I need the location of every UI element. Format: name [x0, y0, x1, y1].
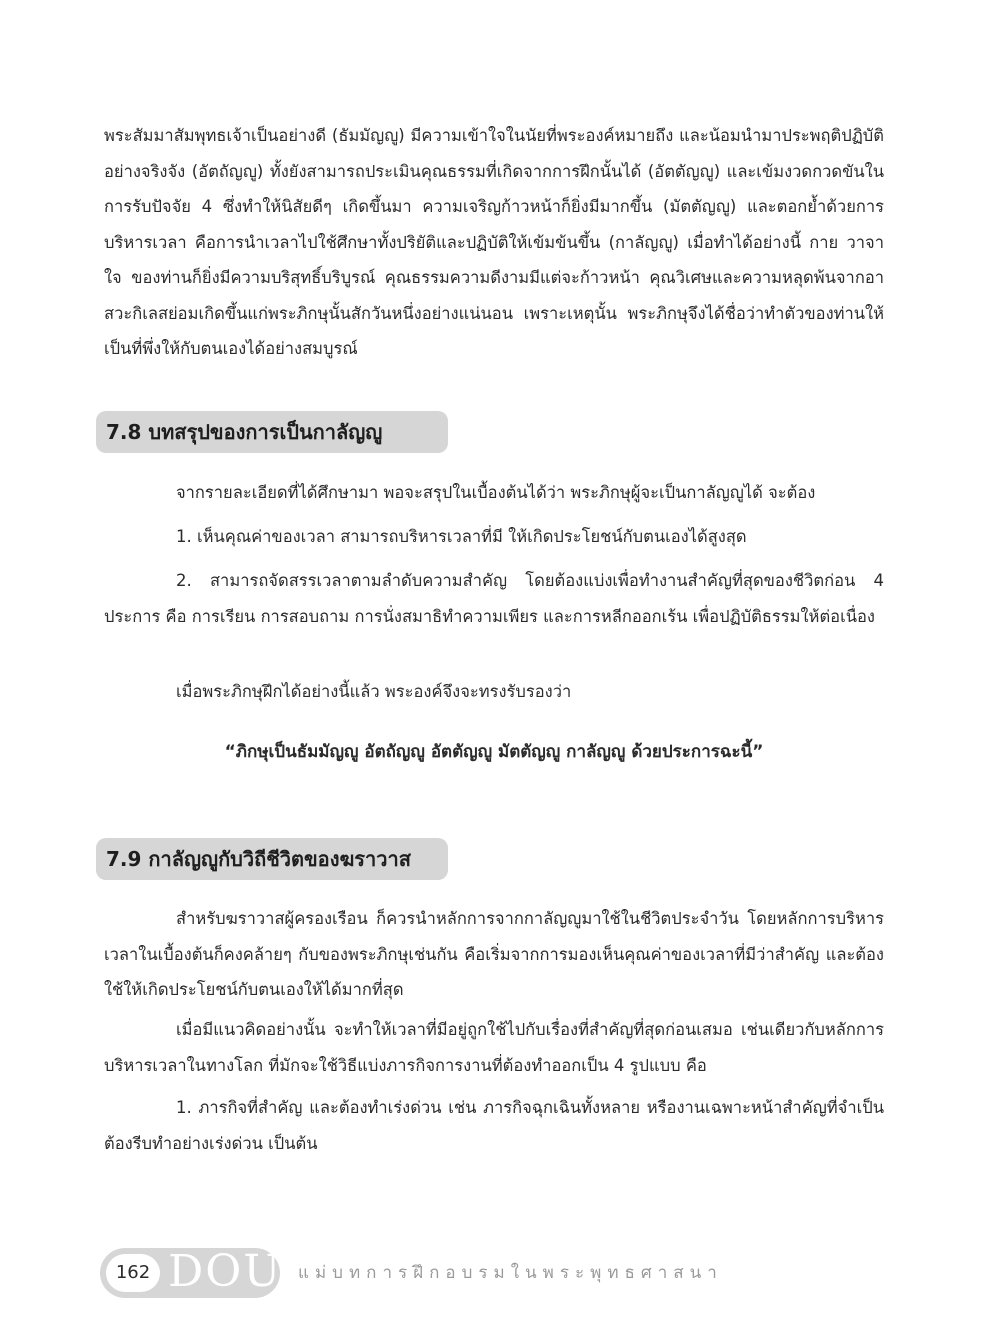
summary-point-2: 2. สามารถจัดสรรเวลาตามลำดับความสำคัญ โดยต้องแบ่งเพื่อทำงานสำคัญที่สุดของชีวิตก่อน 4 ประการ คือ การเรียน การสอบถาม การนั่งสมาธิทำความเพียร และการหลีกออกเร้น เพื่อปฏิบัติธรรมให้ต่อเนื่อง — [104, 571, 884, 626]
endorsement-lead-in: เมื่อพระภิกษุฝึกได้อย่างนี้แล้ว พระองค์จึงจะทรงรับรองว่า — [176, 682, 572, 701]
book-title: แม่บทการฝึกอบรมในพระพุทธศาสนา — [298, 1263, 723, 1283]
task-category-1: 1. ภารกิจที่สำคัญ และต้องทำเร่งด่วน เช่น ภารกิจฉุกเฉินทั้งหลาย หรืองานเฉพาะหน้าสำคัญที่จำเป็นต้องรีบทำอย่างเร่งด่วน เป็นต้น — [104, 1098, 884, 1153]
summary-intro-paragraph: จากรายละเอียดที่ได้ศึกษามา พอจะสรุปในเบื้องต้นได้ว่า พระภิกษุผู้จะเป็นกาลัญญูได้ จะต้อง — [176, 483, 816, 502]
section-heading-7-9: 7.9 กาลัญญูกับวิถีชีวิตของฆราวาส — [96, 838, 448, 880]
summary-point-1: 1. เห็นคุณค่าของเวลา สามารถบริหารเวลาที่มี ให้เกิดประโยชน์กับตนเองได้สูงสุด — [176, 527, 747, 546]
buddha-quote: “ภิกษุเป็นธัมมัญญู อัตถัญญู อัตตัญญู มัตตัญญู กาลัญญู ด้วยประการฉะนี้” — [224, 742, 764, 762]
page-number: 162 — [106, 1254, 160, 1292]
dou-logo: DOU — [168, 1246, 283, 1297]
section-heading-7-8: 7.8 บทสรุปของการเป็นกาลัญญู — [96, 411, 448, 453]
intro-paragraph: พระสัมมาสัมพุทธเจ้าเป็นอย่างดี (ธัมมัญญู) มีความเข้าใจในนัยที่พระองค์หมายถึง และน้อมนำมาประพฤติปฏิบัติอย่างจริงจัง (อัตถัญญู) ทั้งยังสามารถประเมินคุณธรรมที่เกิดจากการฝึกนั้นได้ (อัตตัญญู) และเข้มงวดกวดขันในการรับปัจจัย 4 ซึ่งทำให้นิสัยดีๆ เกิดขึ้นมา ความเจริญก้าวหน้าก็ยิ่งมีมากขึ้น (มัตตัญญู) และตอกย้ำด้วยการบริหารเวลา คือการนำเวลาไปใช้ศึกษาทั้งปริยัติและปฏิบัติให้เข้มข้นขึ้น (กาลัญญู) เมื่อทำได้อย่างนี้ กาย วาจา ใจ ของท่านก็ยิ่งมีความบริสุทธิ์บริบูรณ์ คุณธรรมความดีงามมีแต่จะก้าวหน้า คุณวิเศษและความหลุดพ้นจากอาสวะกิเลสย่อมเกิดขึ้นแก่พระภิกษุนั้นสักวันหนึ่งอย่างแน่นอน เพราะเหตุนั้น พระภิกษุจึงได้ชื่อว่าทำตัวของท่านให้เป็นที่พึ่งให้กับตนเองได้อย่างสมบูรณ์ — [104, 126, 884, 358]
layperson-paragraph-2: เมื่อมีแนวคิดอย่างนั้น จะทำให้เวลาที่มีอยู่ถูกใช้ไปกับเรื่องที่สำคัญที่สุดก่อนเสมอ เช่นเดียวกับหลักการบริหารเวลาในทางโลก ที่มักจะใช้วิธีแบ่งภารกิจการงานที่ต้องทำออกเป็น 4 รูปแบบ คือ — [104, 1020, 884, 1075]
layperson-paragraph-1: สำหรับฆราวาสผู้ครองเรือน ก็ควรนำหลักการจากกาลัญญูมาใช้ในชีวิตประจำวัน โดยหลักการบริหารเวลาในเบื้องต้นก็คงคล้ายๆ กับของพระภิกษุเช่นกัน คือเริ่มจากการมองเห็นคุณค่าของเวลาที่มีว่าสำคัญ และต้องใช้ให้เกิดประโยชน์กับตนเองให้ได้มากที่สุด — [104, 909, 884, 999]
